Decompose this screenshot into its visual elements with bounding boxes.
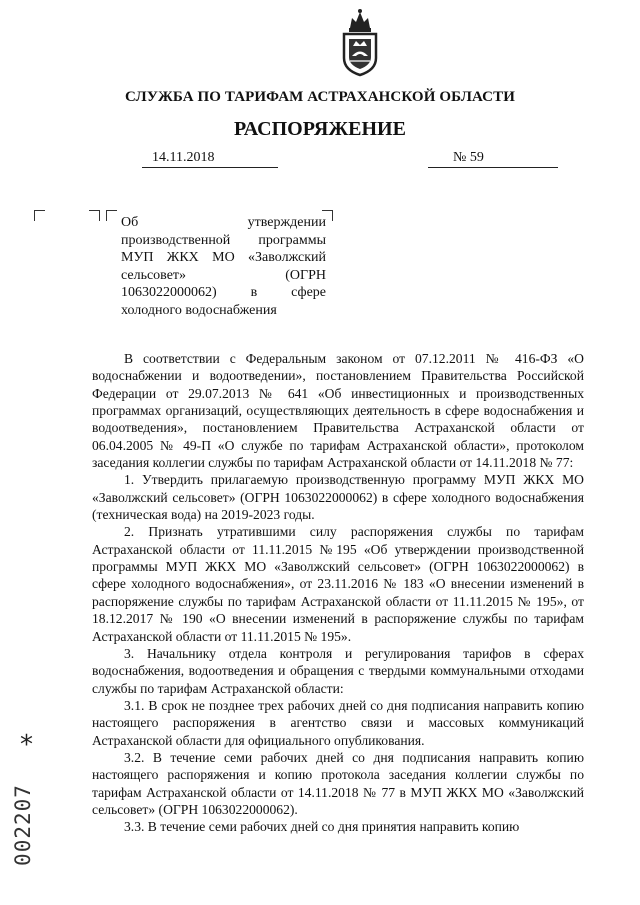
organization-name: СЛУЖБА ПО ТАРИФАМ АСТРАХАНСКОЙ ОБЛАСТИ [125, 89, 515, 105]
serial-number-text: 002207 [11, 784, 35, 866]
number-underline [428, 167, 558, 168]
preamble-paragraph: В соответствии с Федеральным законом от 07.12.2011 № 416-ФЗ «О водоснабжении и водоотведении», постановлением Правительства Российской Федерации от 29.07.2013 № 641 «Об инвестиционных и производственных программах организаций, осуществляющих деятельность в сфере водоснабжения и водоотведения», постановлением Правительства Астраханской области от 06.04.2005 № 49-П «О службе по тарифам Астраханской области», протоколом заседания коллегии службы по тарифам Астраханской области от 14.11.2018 № 77: [92, 351, 584, 471]
document-body [92, 350, 584, 836]
corner-bracket [106, 210, 117, 221]
clause-3-1: 3.1. В срок не позднее трех рабочих дней со дня подписания направить копию настоящего распоряжения в агентство связи и массовых коммуникаций Астраханской области для официального опубликования. [92, 697, 584, 748]
date-underline [142, 167, 278, 168]
clause-3-2: 3.2. В течение семи рабочих дней со дня подписания направить копию настоящего распоряжения и копию протокола заседания коллегии службы по тарифам Астраханской области от 14.11.2018 № 77 в МУП ЖКХ МО «Заволжский сельсовет» (ОГРН 1063022000062). [92, 749, 584, 817]
document-number: № 59 [453, 150, 484, 165]
clause-3: 3. Начальнику отдела контроля и регулирования тарифов в сферах водоснабжения, водоотведения и обращения с твердыми коммунальными отходами службы по тарифам Астраханской области: [92, 645, 584, 696]
corner-bracket [34, 210, 45, 221]
clause-3-3: 3.3. В течение семи рабочих дней со дня принятия направить копию [124, 819, 520, 835]
document-type-title: РАСПОРЯЖЕНИЕ [234, 118, 406, 140]
margin-serial-number [10, 735, 50, 865]
document-date: 14.11.2018 [152, 150, 215, 165]
document-subject: Об утверждении производственной программы МУП ЖКХ МО «Заволжский сельсовет» (ОГРН 1063022000062) в сфере холодного водоснабжения [121, 215, 326, 318]
coat-of-arms-icon [338, 6, 382, 78]
clause-1: 1. Утвердить прилагаемую производственную программу МУП ЖКХ МО «Заволжский сельсовет» (ОГРН 1063022000062) в сфере холодного водоснабжения (техническая вода) на 2019-2023 годы. [92, 472, 584, 523]
corner-bracket [89, 210, 100, 221]
clause-2: 2. Признать утратившими силу распоряжения службы по тарифам Астраханской области от 11.11.2015 №195 «Об утверждении производственной программы МУП ЖКХ МО «Заволжский сельсовет» (ОГРН 1063022000062) в сфере холодного водоснабжения», от 23.11.2016 № 183 «О внесении изменений в распоряжение службы по тарифам Астраханской области от 11.11.2015 № 195», от 18.12.2017 № 190 «О внесении изменений в распоряжение службы по тарифам Астраханской области от 11.11.2015 № 195». [92, 524, 584, 644]
margin-asterisk: * [20, 730, 33, 760]
